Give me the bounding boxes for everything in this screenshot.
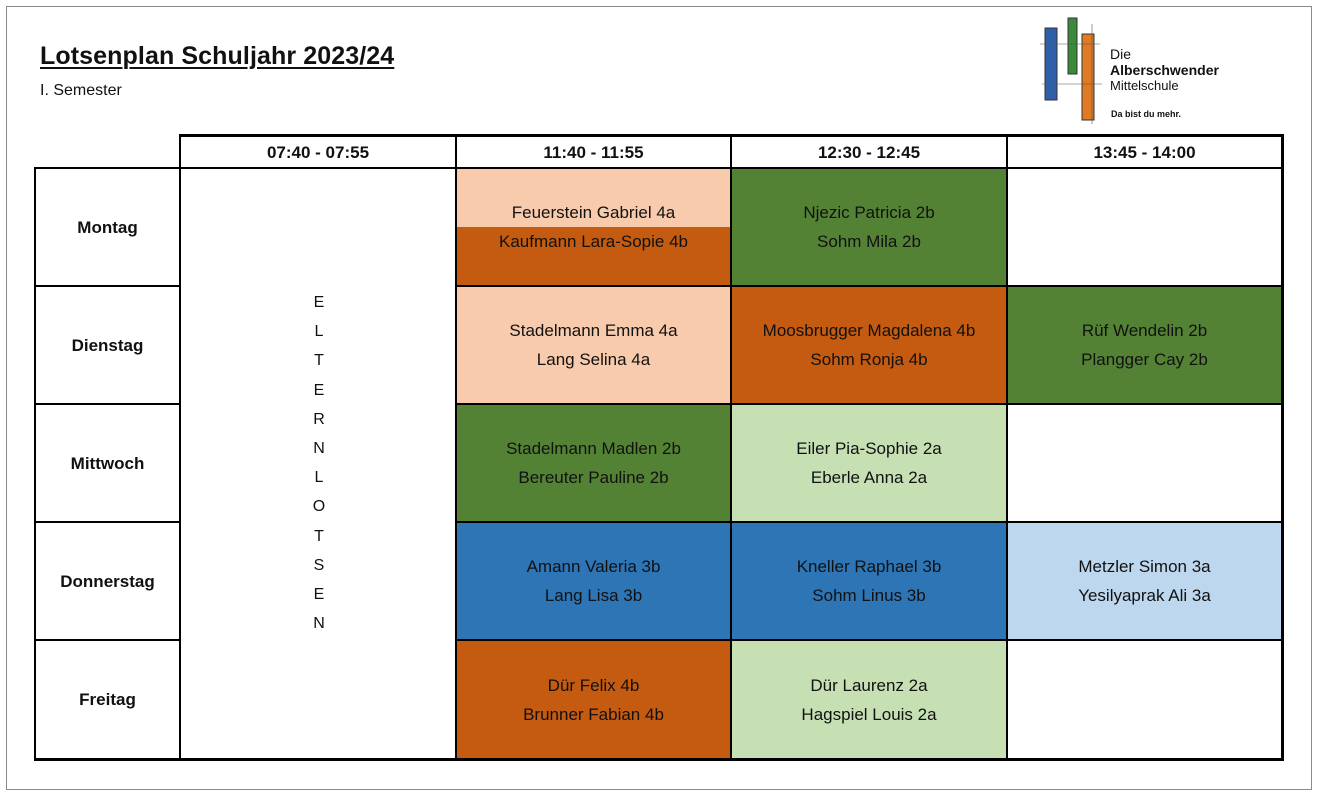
entry-line: Amann Valeria 3b [526, 557, 661, 576]
grid-line [34, 758, 1284, 761]
vertical-letter: E [313, 294, 325, 311]
day-label-montag: Montag [77, 217, 138, 237]
entry-line: Sohm Linus 3b [812, 586, 926, 605]
grid-line [730, 134, 732, 761]
entry-line: Sohm Ronja 4b [810, 350, 928, 369]
grid-line [179, 134, 181, 761]
logo-text [1110, 46, 1219, 94]
cell-freitag-slot2 [457, 641, 730, 758]
vertical-note [310, 288, 328, 638]
time-header: 13:45 - 14:00 [1093, 142, 1196, 162]
grid-line [455, 639, 1284, 641]
logo-line-2: Alberschwender [1110, 62, 1219, 78]
cell-dienstag-slot2 [457, 287, 730, 403]
entry-line: Lang Selina 4a [536, 350, 651, 369]
cell-mittwoch-slot3 [732, 405, 1006, 521]
vertical-letter: T [314, 527, 324, 545]
day-label-mittwoch: Mittwoch [70, 453, 145, 473]
page-title: Lotsenplan Schuljahr 2023/24 [40, 42, 395, 70]
grid-line [34, 285, 181, 287]
grid-line [1281, 134, 1284, 761]
entry-line: Moosbrugger Magdalena 4b [762, 321, 976, 340]
entry-line: Stadelmann Emma 4a [509, 321, 678, 340]
grid-line [455, 134, 457, 761]
logo-line-3: Mittelschule [1110, 78, 1179, 93]
entry-line: Lang Lisa 3b [544, 586, 643, 605]
grid-line [34, 167, 36, 761]
entry-line: Yesilyaprak Ali 3a [1078, 586, 1211, 605]
cell-mittwoch-slot2 [457, 405, 730, 521]
vertical-letter: L [314, 469, 324, 487]
entry-line: Stadelmann Madlen 2b [506, 439, 681, 458]
vertical-letter: T [314, 352, 324, 370]
grid-line [455, 403, 1284, 405]
entry-line: Rüf Wendelin 2b [1081, 321, 1208, 340]
vertical-letter: S [313, 556, 325, 574]
day-label-freitag: Freitag [79, 690, 136, 709]
day-label-donnerstag: Donnerstag [60, 571, 155, 591]
cell-montag-slot2 [457, 169, 730, 285]
vertical-letter: E [313, 381, 325, 399]
entry-line: Njezic Patricia 2b [803, 203, 935, 222]
grid-line [34, 167, 1284, 169]
grid-line [34, 403, 181, 405]
cell-dienstag-slot3 [732, 287, 1006, 403]
logo-tagline: Da bist du mehr. [1111, 109, 1182, 119]
vertical-letter: N [313, 615, 325, 633]
grid-line [1006, 134, 1008, 761]
day-label-dienstag: Dienstag [71, 335, 144, 355]
entry-line: Eiler Pia-Sophie 2a [796, 439, 942, 458]
time-header: 11:40 - 11:55 [543, 142, 644, 162]
time-header: 12:30 - 12:45 [817, 142, 921, 162]
entry-line: Brunner Fabian 4b [523, 704, 664, 724]
entry-line: Kneller Raphael 3b [796, 557, 942, 576]
vertical-letter: E [313, 586, 325, 604]
entry-line: Dür Felix 4b [547, 675, 640, 695]
cell-freitag-slot3 [732, 641, 1006, 758]
grid-line [34, 521, 181, 523]
entry-line: Hagspiel Louis 2a [801, 704, 937, 724]
vertical-letter: N [313, 440, 325, 458]
entry-line: Feuerstein Gabriel 4a [511, 203, 676, 222]
cell-donnerstag-slot4 [1008, 523, 1281, 639]
vertical-letter: O [312, 498, 326, 516]
entry-line: Sohm Mila 2b [817, 232, 921, 251]
cell-donnerstag-slot2 [457, 523, 730, 639]
cell-montag-slot3 [732, 169, 1006, 285]
entry-line: Kaufmann Lara-Sopie 4b [498, 232, 689, 251]
entry-line: Dür Laurenz 2a [810, 675, 928, 695]
entry-line: Plangger Cay 2b [1081, 350, 1208, 369]
entry-line: Metzler Simon 3a [1078, 557, 1211, 576]
grid-line [455, 521, 1284, 523]
entry-line: Bereuter Pauline 2b [518, 468, 669, 487]
time-header: 07:40 - 07:55 [266, 142, 370, 162]
logo-line-1: Die [1110, 46, 1132, 62]
entry-line: Eberle Anna 2a [810, 468, 928, 487]
grid-line [34, 639, 181, 641]
cell-donnerstag-slot3 [732, 523, 1006, 639]
cell-dienstag-slot4 [1008, 287, 1281, 403]
page-subtitle: I. Semester [40, 82, 122, 99]
vertical-letter: R [313, 410, 325, 428]
vertical-letter: L [314, 323, 324, 341]
grid-line [455, 285, 1284, 287]
